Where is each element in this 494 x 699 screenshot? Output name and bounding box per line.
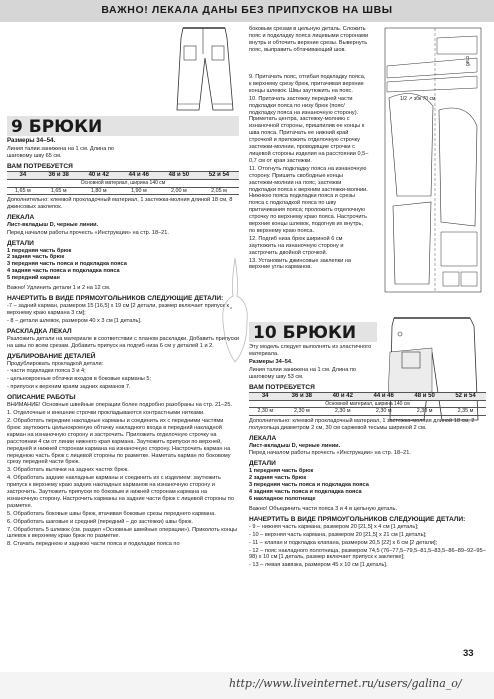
pattern-layout-diagram [377, 26, 487, 296]
size-col: 36 и 38 [281, 392, 322, 400]
rect-item: - 12 – пояс накладного полотнища, размером 74,5 (76–77,5–79,5–81,5–83,5–86–89–92–95–98) х 10 см [1 деталь, размер включает припуск к заклепке]; [249, 547, 486, 561]
model9-rect-1: -7 – задний карман, размером 15 [16,5] х 19 см [2 детали, размер включает припуск к верхнему краю кармана 3 см]; [7, 303, 229, 316]
size-val: 1,90 м [119, 187, 159, 194]
size-col: 48 и 50 [159, 171, 199, 179]
dup-item: - припуски к верхним краям задних карманов 7. [7, 384, 131, 391]
size-val: 1,80 м [79, 187, 119, 194]
model10-parts-title: ДЕТАЛИ [249, 460, 276, 468]
work-step: 5. Обработать боковые швы брюк, втачивая боковые срезы переднего кармана. [7, 510, 216, 517]
rect-item: - 10 – верхняя часть кармана, размером 20 [21,5] х 21 см [1 деталь]; [249, 531, 427, 538]
model10-lekala-title: ЛЕКАЛА [249, 434, 277, 442]
work-step: 4. Обработать задние накладные карманы и соединить их с изделием: заутюжить припуск к верхнему краю задних накладных карманов на изнаночную сторону и застрочить. Заутюжить припуски по боковым и нижней сторонам кармана на изнаночную сторону. Настрочить карманы на задние части брюк с лицевой стороны по разметке. [7, 475, 234, 509]
work-step: 1. Отделочные и внешние строчки прокладываются контрастными нитками. [7, 410, 205, 417]
model10-column [249, 322, 486, 570]
model9-rect-title: НАЧЕРТИТЬ В ВИДЕ ПРЯМОУГОЛЬНИКОВ СЛЕДУЮЩИЕ ДЕТАЛИ: [7, 295, 224, 302]
model10-extra: Дополнительно: клеевой прокладочный материал, 1 застежка-молния длиной 18 см, 2 полукольца диаметром 2 см, 30 см саржевой тесьмы шириной 2 см. [249, 417, 475, 431]
work-step: 11. Отогнуть подкладку пояса на изнаночную сторону. Пришить свободные концы застежки-молнии на пояс, застежки подкладки пояса к верхним застежки-молнии. Нижнюю пояса подкладки пояса и срезы пояса с подкладкой пояса по шву притачивания пояса; проложить отделочную строчку по верхнему краю пояса. Настрочить верхние концы шлевок, подогнув их внутрь, по верхнему краю пояса. [249, 165, 368, 234]
page-number: 33 [463, 648, 474, 659]
part-item: 3 передняя часть пояса и подкладка пояса [7, 261, 127, 268]
work-step: 2. Обработать передние накладные карманы и соединить их с передними частями брюк: заутюжить цельнокроеную обтачку накладного входа в передний накладной карман на изнаночную сторону и застрочить. Приложить отделочную строчку на расстоянии 4 см от линии нижнего края кармана. Заутюжить припуски по верхней, передней и нижней сторонам кармана на изнаночную сторону. Настрочить карман на переднюю часть брюк с лицевой стороны по разметке. Наметать карман по боковому срезу передней части брюк. [7, 417, 231, 466]
model9-parts-title: ДЕТАЛИ [7, 239, 34, 247]
model10-size-table [249, 392, 486, 416]
model10-rect-title: НАЧЕРТИТЬ В ВИДЕ ПРЯМОУГОЛЬНИКОВ СЛЕДУЮЩИЕ ДЕТАЛИ: [249, 515, 466, 523]
model9-lekala-line: Лист-вкладыш D, черные линии. [7, 221, 99, 228]
size-val: 2,30 м [404, 408, 445, 415]
size-col: 52 и 54 [445, 392, 486, 400]
model9-header [7, 116, 239, 136]
model9-rect-2: - 8 – детали шлевок, размером 40 х 3 см [1 деталь]. [7, 317, 142, 324]
model10-parts [249, 468, 486, 503]
rect-item: - 11 – клапан и подкладка клапана, размером 20,5 [22] х 6 см [2 детали]; [249, 539, 438, 546]
size-col: 34 [249, 392, 281, 400]
size-val: 2,05 м [199, 187, 239, 194]
model9-dup-title: ДУБЛИРОВАНИЕ ДЕТАЛЕЙ [7, 352, 96, 360]
size-col: 44 и 46 [363, 392, 404, 400]
size-col: 40 и 42 [79, 171, 119, 179]
model10-desc: Эту модель следует выполнять из эластичного материала. [249, 344, 372, 357]
part-item: 2 задняя часть брюк [249, 475, 307, 482]
model9-lekala-text: Перед началом работы прочесть «Инструкции» на стр. 18–21. [7, 229, 169, 236]
size-col: 44 и 46 [119, 171, 159, 179]
work-step: 6. Обработать шаговые и средний (передний – до застежки) швы брюк. [7, 518, 193, 525]
model9-layout-title: РАСКЛАДКА ЛЕКАЛ [7, 327, 72, 335]
part-item: 6 накладное полотнище [249, 496, 316, 502]
model9-extra: Дополнительно: клеевой прокладочный материал, 1 застежка-молния длиной 18 см, 8 джинсовых заклепок. [7, 196, 233, 210]
model10-lekala-text: Перед началом работы прочесть «Инструкции» на стр. 18–21. [249, 450, 411, 457]
banner-text: ВАЖНО! ЛЕКАЛА ДАНЫ БЕЗ ПРИПУСКОВ НА ШВЫ [101, 4, 393, 16]
watermark-url[interactable]: http://www.liveinternet.ru/users/galina_o/ [229, 677, 462, 690]
size-col: 34 [7, 171, 39, 179]
model9-sizes: Размеры 34–54. [7, 137, 56, 144]
model9-dup-text: Продублировать прокладкой детали: [7, 360, 104, 367]
size-col: 40 и 42 [322, 392, 363, 400]
trousers-sketch [163, 24, 245, 116]
part-item: 5 передний карман [7, 275, 60, 282]
part-item: 3 передняя часть пояса и подкладка пояса [249, 482, 369, 489]
model10-sizes: Размеры 34–54. [249, 358, 293, 365]
size-val: 2,00 м [159, 187, 199, 194]
work-step: боковым срезам в цельную деталь. Сложить пояс и подкладку пояса лицевыми сторонами внутрь и обточить верхние срезы. Вывернуть пояс, выправить обтачивающий шов. [249, 26, 369, 53]
model10-lekala-line: Лист-вкладыш D, черные линии. [249, 442, 341, 449]
right-steps-column [249, 74, 369, 272]
work-step: 8. Стачать переднюю и заднюю части пояса и подкладки пояса по [7, 541, 180, 548]
model9-work-title: ОПИСАНИЕ РАБОТЫ [7, 394, 76, 402]
half-tie-label: 1/2 ↗ збк 70 см [400, 96, 436, 102]
size-val: 2,35 м [445, 408, 486, 415]
dup-item: - части подкладки пояса 3 и 4; [7, 368, 86, 375]
table-sub: Основной материал, ширина 140 см [7, 180, 239, 187]
model10-title: 10 БРЮКИ [253, 323, 357, 343]
model9-need-title: ВАМ ПОТРЕБУЕТСЯ [7, 162, 73, 170]
part-item: 2 задняя часть брюк [7, 254, 65, 261]
part-item: 1 передняя часть брюк [249, 468, 314, 475]
dup-item: - цельнокроеные обтачки входов в боковые карманы 5; [7, 376, 152, 383]
size-col: 52 и 54 [199, 171, 239, 179]
part-item: 1 передняя часть брюк [7, 247, 72, 254]
model9-layout-text: Разложить детали на материале в соответствии с планом раскладки. Добавить припуски на швы по всем срезам. Добавить припуск на подгиб низа 6 см у деталей 1 и 2. [7, 335, 239, 349]
model10-desc2: Линия талии занижена на 1 см. Длина по шаговому шву 53 см. [249, 366, 357, 380]
model9-work-note: ВНИМАНИЕ! Основные швейные операции более подробно разобраны на стр. 21–25. [7, 402, 233, 409]
size-val: 2,30 м [363, 408, 404, 415]
rect-item: - 9 – нижняя часть кармана, размером 20 [21,5] х 4 см [1 деталь]; [249, 523, 419, 530]
model9-lekala-title: ЛЕКАЛА [7, 213, 35, 221]
size-val: 2,30 м [322, 408, 363, 415]
model10-important: Важно! Объединить части пояса 3 и 4 в цельную деталь. [249, 505, 398, 512]
work-step: 13. Установить джинсовые заклепки на верхние углы карманов. [249, 257, 352, 271]
part-item: 4 задняя часть пояса и подкладка пояса [249, 489, 362, 496]
fold-label: сгиб [464, 56, 470, 66]
size-col: 48 и 50 [404, 392, 445, 400]
right-top-column [249, 26, 376, 55]
model9-important: Важно! Удлинить детали 1 и 2 на 12 см. [7, 285, 111, 292]
model10-header [249, 322, 377, 342]
model9-size-table [7, 171, 239, 195]
table-sub: Основной материал, ширина 140 см [249, 400, 486, 407]
work-step: 10. Притачать застежку передней части подкладки пояса по низу брюк (пояс/подкладку пояса на изнаночную сторону). Приметать центра, застежку-молнию с изнаночной стороны, пришпилив ее концы к шва пояса. Притачать ее нижний край строчкой и приложить отделочную строчку застежки-молнии, проводящие строчки с лицевой стороны изделия на расстоянии 0,5–0,7 см от края застежки. [249, 95, 369, 164]
rect-item: - 13 – левая завязка, размером 45 х 10 см [1 деталь]. [249, 562, 388, 569]
work-step: 9. Притачать пояс, отгибая подкладку пояса, к верхнему срезу брюк, притачивая верхние концы шлевок. Швы заутюжить на пояс. [249, 74, 366, 94]
work-step: 3. Обработать вытачки на задних частях брюк. [7, 467, 129, 474]
size-val: 1,65 м [39, 187, 79, 194]
part-item: 4 задняя часть пояса и подкладка пояса [7, 268, 120, 275]
size-val: 1,65 м [7, 187, 39, 194]
model10-need-title: ВАМ ПОТРЕБУЕТСЯ [249, 383, 315, 391]
size-val: 2,30 м [281, 408, 322, 415]
model9-desc: Линия талии занижена на 1 см. Длина по шаговому шву 65 см. [7, 145, 115, 159]
size-val: 2,30 м [249, 408, 281, 415]
work-step: 12. Подгиб низа брюк шириной 6 см заутюжить на изнаночную сторону и застрочить двойной строчкой. [249, 235, 344, 256]
work-step: 7. Обработать 5 шлевок (см. раздел «Основные швейные операции»). Приколоть концы шлевок к верхнему краю брюк по разметке. [7, 526, 238, 540]
model9-title: 9 БРЮКИ [11, 117, 103, 137]
size-col: 36 и 38 [39, 171, 79, 179]
